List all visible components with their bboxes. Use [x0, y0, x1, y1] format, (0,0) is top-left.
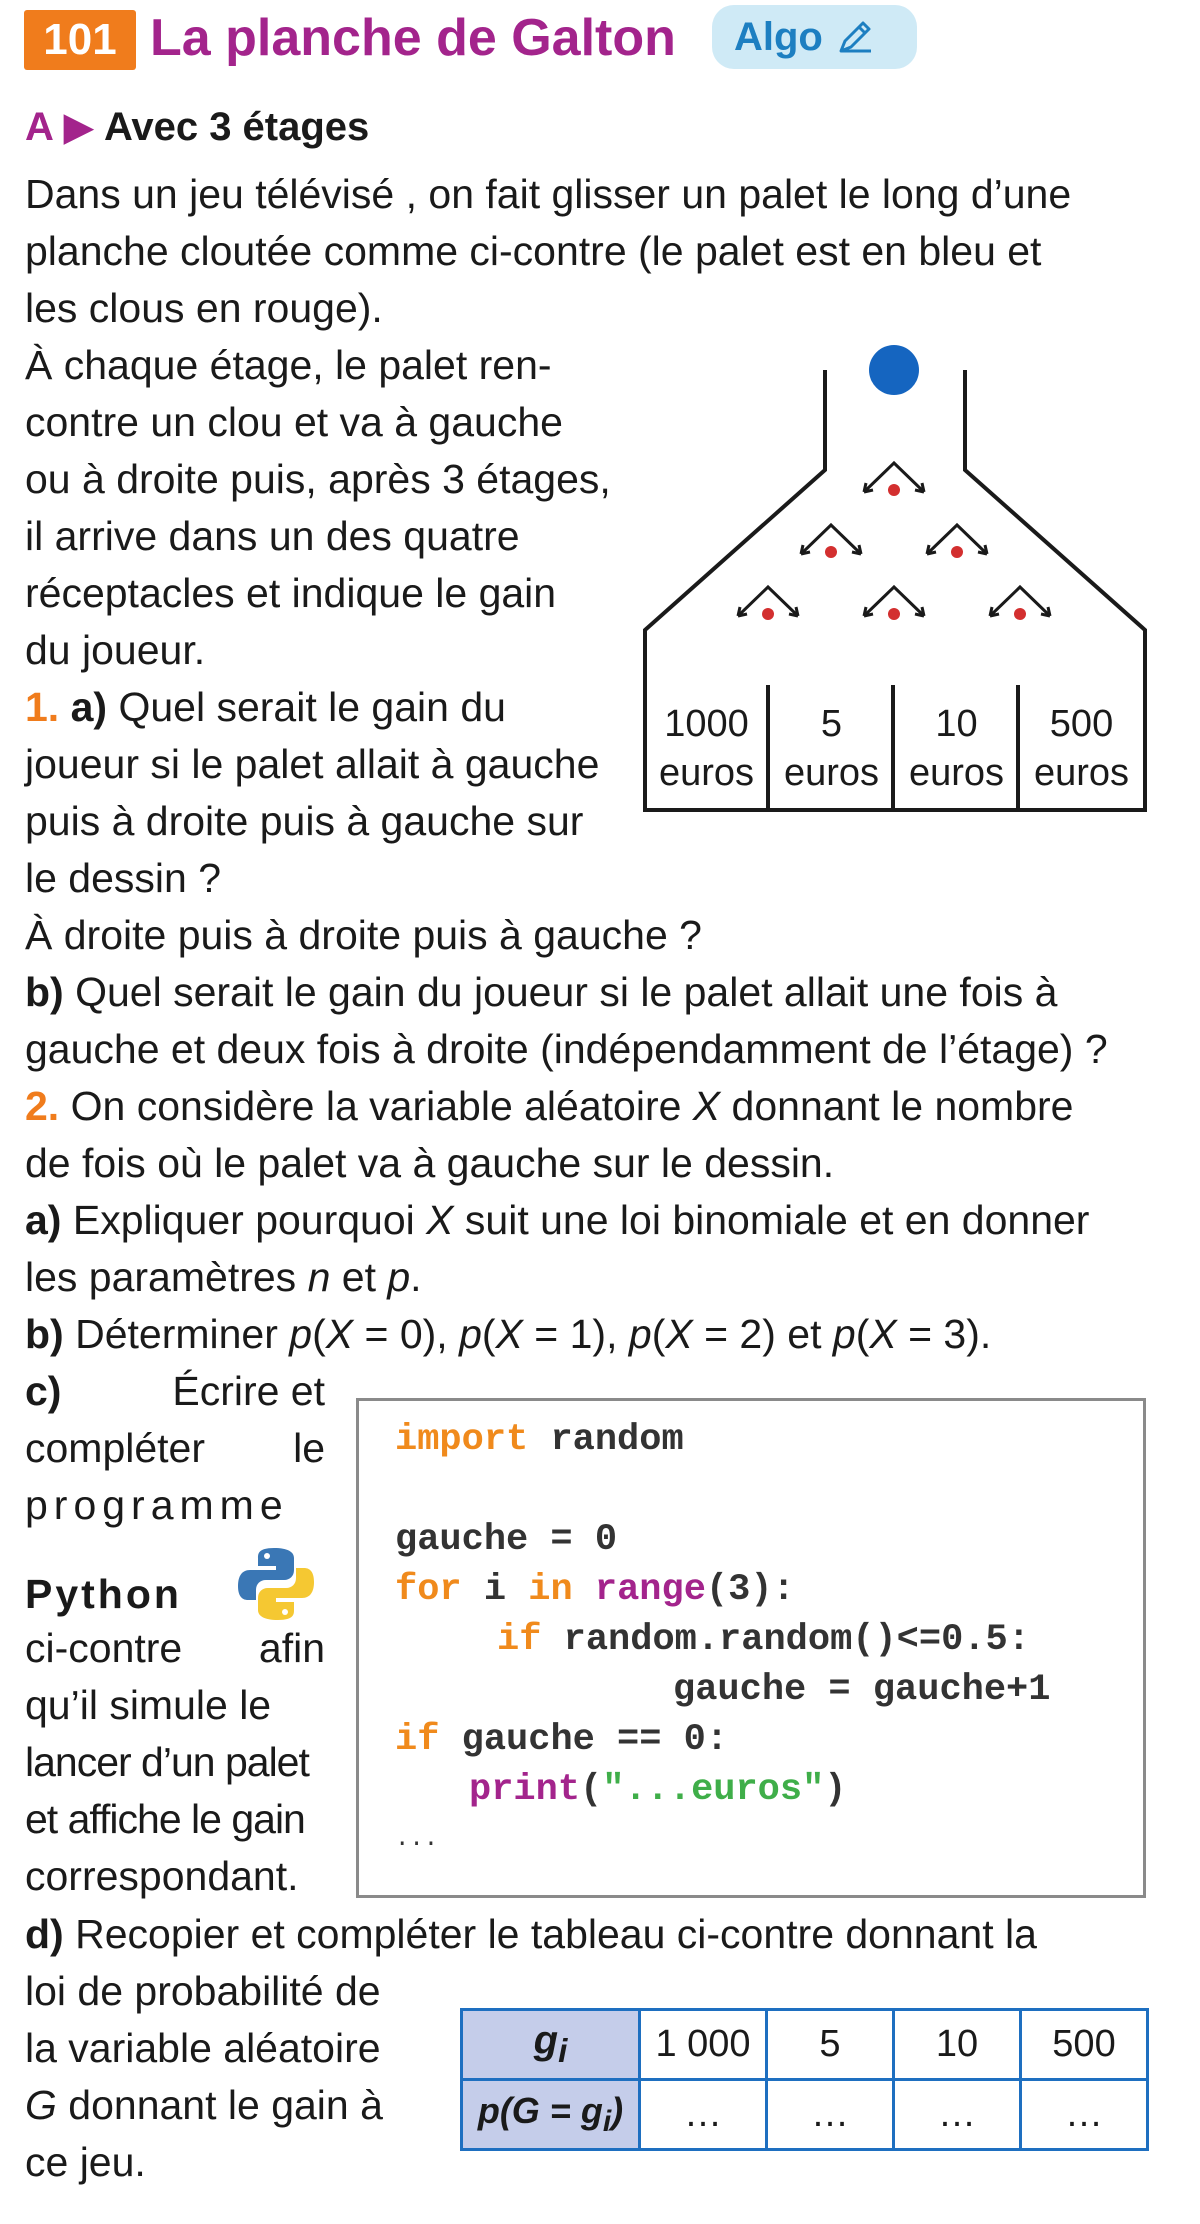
nail-icon — [864, 587, 924, 620]
question-line: loi de probabilité de — [25, 1968, 381, 2014]
code-line: gauche = gauche+1 — [673, 1669, 1051, 1711]
paragraph-line: du joueur. — [25, 627, 206, 673]
paragraph-line: contre un clou et va à gauche — [25, 399, 563, 445]
pencil-icon — [837, 19, 873, 55]
receptacle-10: 10 euros — [908, 703, 1005, 794]
question-line: puis à droite puis à gauche sur — [25, 798, 584, 844]
question-line: la variable aléatoire — [25, 2025, 381, 2071]
python-logo-icon — [236, 1544, 316, 1624]
receptacle-5: 5 euros — [783, 703, 880, 794]
table-header-g: $g_i$ — [462, 2010, 640, 2080]
intro-line: Dans un jeu télévisé , on fait glisser un palet le long d’une — [25, 171, 1072, 217]
question-text: Quel serait le gain du joueur si le palet allait une fois à — [75, 969, 1058, 1015]
nail-icon — [864, 463, 924, 496]
question-1b — [25, 964, 1057, 1021]
question-2-intro: 2. On considère la variable aléatoire X donnant le nombre — [25, 1083, 1074, 1129]
question-line: programme — [25, 1482, 289, 1528]
table-cell: 5 — [767, 2010, 894, 2080]
question-line: gauche et deux fois à droite (indépendamment de l’étage) ? — [25, 1026, 1108, 1072]
sub-label: b) — [25, 969, 64, 1015]
section-a-heading — [25, 104, 369, 150]
triangle-right-icon: ▶ — [63, 105, 95, 149]
nail-icon — [927, 525, 987, 558]
exercise-number: 101 — [24, 10, 136, 70]
table-row — [462, 2010, 1148, 2080]
sub-label: d) — [25, 1911, 64, 1957]
code-line: print("...euros") — [469, 1769, 847, 1811]
paragraph-line: il arrive dans un des quatre — [25, 513, 520, 559]
question-text: Quel serait le gain du — [118, 684, 506, 730]
paragraph-line: ou à droite puis, après 3 étages, — [25, 456, 611, 502]
question-2a: a) Expliquer pourquoi X suit une loi binomiale et en donner — [25, 1197, 1090, 1243]
nail-icon — [990, 587, 1050, 620]
exercise-title: La planche de Galton — [150, 9, 676, 67]
table-cell: … — [894, 2080, 1021, 2150]
table-cell: … — [640, 2080, 767, 2150]
section-title: Avec 3 étages — [103, 105, 370, 149]
nail-icon — [738, 587, 798, 620]
probability-table — [460, 2008, 1149, 2151]
code-line: ... — [395, 1826, 439, 1853]
question-line: joueur si le palet allait à gauche — [25, 741, 600, 787]
receptacle-500: 500 euros — [1033, 703, 1130, 794]
sub-label: b) — [25, 1311, 64, 1357]
question-line: les paramètres n et p. — [25, 1254, 422, 1300]
question-number: 1. — [25, 684, 60, 730]
question-2d: d) Recopier et compléter le tableau ci-contre donnant la — [25, 1911, 1037, 1957]
question-line: le dessin ? — [25, 855, 222, 901]
table-header-p: $p(G = g_i)$ — [462, 2080, 640, 2150]
intro-line: planche cloutée comme ci-contre (le palet est en bleu et — [25, 228, 1042, 274]
question-line: ce jeu. — [25, 2139, 146, 2185]
paragraph-line: réceptacles et indique le gain — [25, 570, 557, 616]
question-line: de fois où le palet va à gauche sur le dessin. — [25, 1140, 835, 1186]
table-row — [462, 2080, 1148, 2150]
question-line: lancer d’un palet — [25, 1739, 309, 1785]
receptacle-1000: 1000 euros — [658, 703, 755, 794]
sub-label: a) — [70, 684, 108, 730]
question-line: correspondant. — [25, 1853, 299, 1899]
code-line: import random — [395, 1419, 684, 1461]
question-line: À droite puis à droite puis à gauche ? — [25, 912, 702, 958]
sub-label: c) — [25, 1368, 62, 1414]
question-line: G donnant le gain à — [25, 2082, 383, 2128]
algo-badge — [712, 5, 917, 69]
question-number: 2. — [25, 1083, 60, 1129]
table-cell: 1 000 — [640, 2010, 767, 2080]
algo-badge-label: Algo — [734, 14, 823, 59]
code-line: if gauche == 0: — [395, 1719, 729, 1761]
puck-icon — [869, 345, 919, 395]
python-code-block — [356, 1398, 1146, 1898]
question-2b: b) Déterminer p(X = 0), p(X = 1), p(X = 2) et p(X = 3). — [25, 1311, 992, 1357]
section-letter: A — [25, 105, 53, 149]
table-cell: 10 — [894, 2010, 1021, 2080]
code-line: if random.random()<=0.5: — [497, 1619, 1030, 1661]
question-line: ci-contre afin — [25, 1625, 325, 1671]
paragraph-line: À chaque étage, le palet ren- — [25, 342, 552, 388]
question-2c: c) Écrire et — [25, 1363, 325, 1420]
table-cell: … — [1021, 2080, 1148, 2150]
question-line: qu’il simule le — [25, 1682, 272, 1728]
code-line: for i in range(3): — [395, 1569, 795, 1611]
sub-label: a) — [25, 1197, 62, 1243]
table-cell: … — [767, 2080, 894, 2150]
code-line: gauche = 0 — [395, 1519, 618, 1561]
question-1a — [25, 679, 506, 736]
question-line: et affiche le gain — [25, 1796, 305, 1842]
table-cell: 500 — [1021, 2010, 1148, 2080]
question-line: compléter le — [25, 1425, 325, 1471]
intro-line: les clous en rouge). — [25, 285, 383, 331]
python-label: Python — [25, 1571, 182, 1617]
nail-icon — [801, 525, 861, 558]
